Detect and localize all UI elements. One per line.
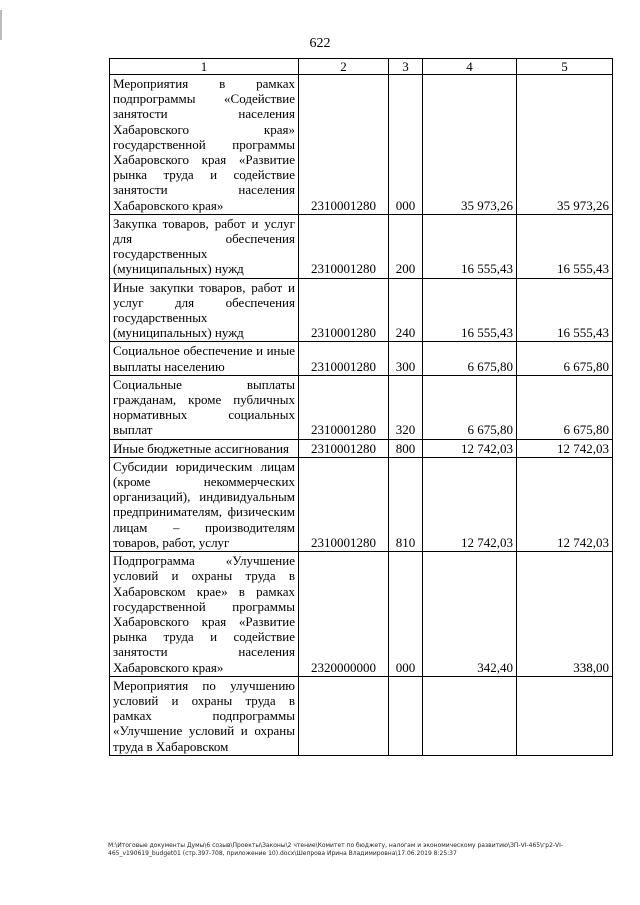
row-target-code: 2310001280	[299, 342, 389, 375]
row-name: Мероприятия по улучшению условий и охраны труда в рамках подпрограммы «Улучшение условий и охраны труда в Хабаровском	[110, 676, 299, 755]
row-name: Иные закупки товаров, работ и услуг для обеспечения государственных (муниципальных) нужд	[110, 278, 299, 342]
table-row	[110, 75, 613, 215]
row-target-code: 2310001280	[299, 214, 389, 278]
row-expense-kind	[389, 676, 423, 755]
document-path-footer: M:\Итоговые документы Думы\6 созыв\Проекты\Законы\2 чтение\Комитет по бюджету, налогам и экономическому развитию\ЗП-VI-465\гр2-VI-465_v190619_budget01 (стр.397-708, приложение 10).docx\Шепрова Ирина Владимировна\17.06.2019 8:25:37	[108, 842, 564, 857]
row-target-code	[299, 676, 389, 755]
row-value-1: 12 742,03	[423, 439, 517, 457]
row-value-1: 16 555,43	[423, 278, 517, 342]
table-row	[110, 439, 613, 457]
table-row	[110, 457, 613, 551]
row-value-2: 6 675,80	[517, 375, 613, 439]
row-target-code: 2310001280	[299, 278, 389, 342]
row-value-2: 12 742,03	[517, 457, 613, 551]
column-header: 5	[517, 59, 613, 75]
row-value-2: 16 555,43	[517, 278, 613, 342]
budget-table	[109, 58, 613, 756]
row-name: Социальные выплаты гражданам, кроме публичных нормативных социальных выплат	[110, 375, 299, 439]
row-target-code: 2310001280	[299, 375, 389, 439]
row-target-code: 2310001280	[299, 75, 389, 215]
row-value-2: 338,00	[517, 552, 613, 677]
table-row	[110, 375, 613, 439]
row-expense-kind: 240	[389, 278, 423, 342]
page-number: 622	[309, 36, 331, 51]
row-value-2: 6 675,80	[517, 342, 613, 375]
row-value-1: 342,40	[423, 552, 517, 677]
row-expense-kind: 200	[389, 214, 423, 278]
table-row	[110, 676, 613, 755]
row-expense-kind: 000	[389, 552, 423, 677]
row-value-2	[517, 676, 613, 755]
column-header: 1	[110, 59, 299, 75]
row-target-code: 2310001280	[299, 457, 389, 551]
row-value-1: 12 742,03	[423, 457, 517, 551]
row-name: Мероприятия в рамках подпрограммы «Содействие занятости населения Хабаровского края» государственной программы Хабаровского края «Развитие рынка труда и содействие занятости населения Хабаровского края»	[110, 75, 299, 215]
row-target-code: 2320000000	[299, 552, 389, 677]
row-value-2: 16 555,43	[517, 214, 613, 278]
row-expense-kind: 320	[389, 375, 423, 439]
row-name: Иные бюджетные ассигнования	[110, 439, 299, 457]
row-expense-kind: 800	[389, 439, 423, 457]
row-value-1: 35 973,26	[423, 75, 517, 215]
table-row	[110, 214, 613, 278]
row-name: Закупка товаров, работ и услуг для обеспечения государственных (муниципальных) нужд	[110, 214, 299, 278]
row-name: Субсидии юридическим лицам (кроме некоммерческих организаций), индивидуальным предпринимателям, физическим лицам – производителям товаров, работ, услуг	[110, 457, 299, 551]
column-header: 2	[299, 59, 389, 75]
table-row	[110, 278, 613, 342]
row-expense-kind: 810	[389, 457, 423, 551]
row-value-1: 6 675,80	[423, 342, 517, 375]
row-value-1: 6 675,80	[423, 375, 517, 439]
row-name: Социальное обеспечение и иные выплаты населению	[110, 342, 299, 375]
table-header-row	[110, 59, 613, 75]
column-header: 4	[423, 59, 517, 75]
row-expense-kind: 300	[389, 342, 423, 375]
row-value-1	[423, 676, 517, 755]
row-expense-kind: 000	[389, 75, 423, 215]
table-row	[110, 342, 613, 375]
row-value-1: 16 555,43	[423, 214, 517, 278]
row-value-2: 35 973,26	[517, 75, 613, 215]
row-value-2: 12 742,03	[517, 439, 613, 457]
table-row	[110, 552, 613, 677]
column-header: 3	[389, 59, 423, 75]
row-name: Подпрограмма «Улучшение условий и охраны труда в Хабаровском крае» в рамках государственной программы Хабаровского края «Развитие рынка труда и содействие занятости населения Хабаровского края»	[110, 552, 299, 677]
row-target-code: 2310001280	[299, 439, 389, 457]
